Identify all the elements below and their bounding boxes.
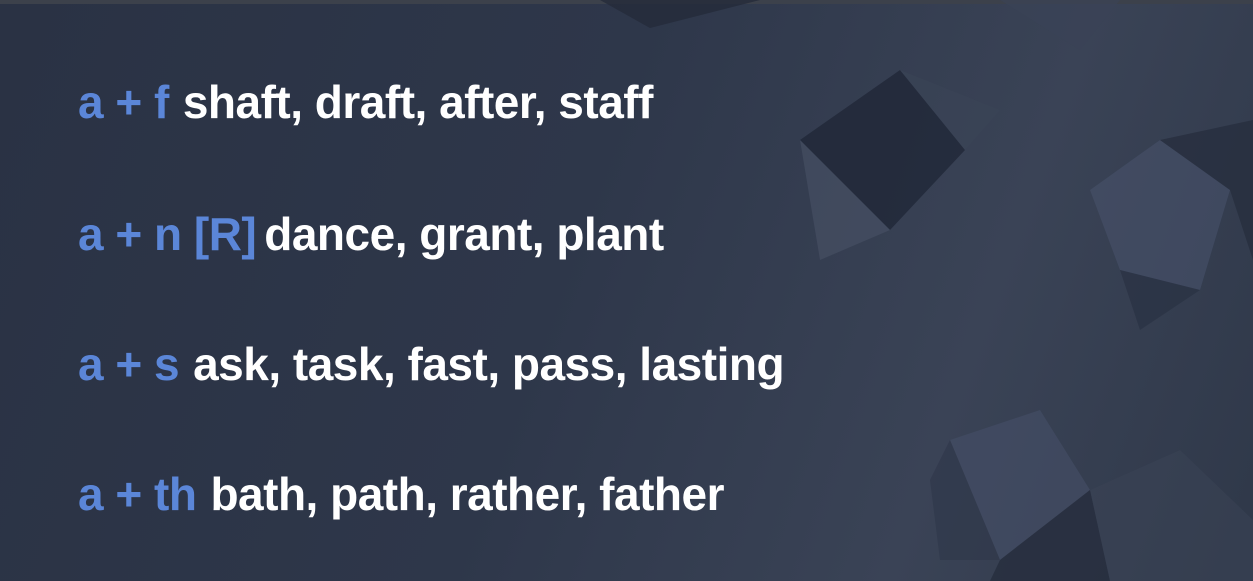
phonics-row [78,206,664,262]
example-words: dance, grant, plant [264,208,664,260]
example-words: bath, path, rather, father [210,468,724,520]
example-words: ask, task, fast, pass, lasting [193,338,785,390]
phonics-row [78,466,724,522]
letter-pattern: a + th [78,468,197,520]
example-words: shaft, draft, after, staff [182,76,653,128]
letter-pattern: a + s [78,338,180,390]
letter-pattern: a + f [78,76,169,128]
letter-pattern: a + n [R] [78,208,257,260]
phonics-row [78,74,653,130]
phonics-rows [78,0,1178,581]
phonics-row [78,336,784,392]
